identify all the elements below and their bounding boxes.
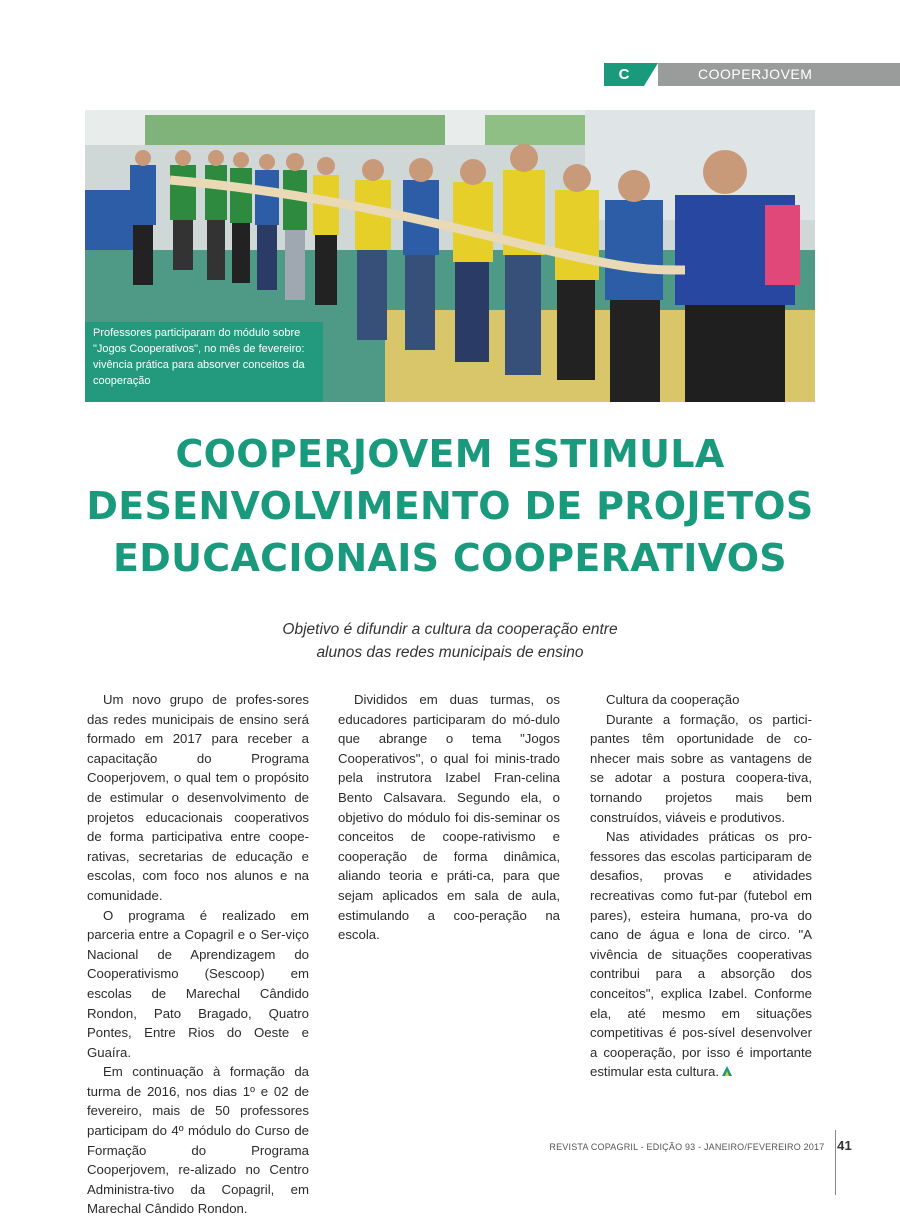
body-paragraph: O programa é realizado em parceria entre a Copagril e o Ser-viço Nacional de Aprendizagem do Cooperativismo (Sescoop) em escolas de Marechal Cândido Rondon, Pato Bragado, Quatro Pontes, Entre Rios do Oeste e Guaíra. (87, 907, 309, 1060)
footer-publication: REVISTA COPAGRIL - EDIÇÃO 93 - JANEIRO/FEVEREIRO 2017 (549, 1142, 825, 1152)
section-letter: C (604, 63, 644, 86)
headline-line-3: EDUCACIONAIS COOPERATIVOS (113, 536, 787, 580)
body-column-3 (590, 690, 812, 1082)
copagril-logo-icon (721, 1065, 733, 1077)
article-headline (60, 428, 840, 584)
body-column-1 (87, 690, 309, 1219)
body-paragraph: Divididos em duas turmas, os educadores participaram do mó-dulo que abrange o tema "Jogos Cooperativos", o qual foi minis-trado pela instrutora Izabel Fran-celina Bento Calsavara. Segundo ela, o objetivo do módulo foi dis-seminar os conceitos de coope-rativismo e cooperação de forma dinâmica, aliando teoria e práti-ca, para que sejam aplicados em sala de aula, estimulando a coo-peração na escola. (338, 692, 560, 943)
article-subheadline (150, 618, 750, 664)
body-paragraph-text: Nas atividades práticas os pro-fessores das escolas participaram de desafios, provas e atividades recreativas como fut-par (futebol em pares), esteira humana, pro-va do cano de água e lona de circo. "A vivência de situações cooperativas contribui para a absorção dos conceitos", explica Izabel. Conforme ela, até mesmo em situações competitivas é pos-sível desenvolver a cooperação, por isso é importante estimular esta cultura. (590, 829, 812, 1080)
section-separator (644, 63, 658, 86)
section-subtitle: Cultura da cooperação (606, 692, 740, 707)
headline-line-2: DESENVOLVIMENTO DE PROJETOS (86, 484, 814, 528)
page-number: 41 (837, 1138, 852, 1153)
page-footer (549, 1138, 852, 1153)
body-paragraph: Em continuação à formação da turma de 2016, nos dias 1º e 02 de fevereiro, mais de 50 professores participam do 4º módulo do Curso de Formação do Programa Cooperjovem, re-alizado no Centro Administra-tivo da Copagril, em Marechal Cândido Rondon. (87, 1064, 309, 1217)
section-header (604, 63, 900, 86)
photo-caption: Professores participaram do módulo sobre "Jogos Cooperativos", no mês de fevereiro: vivência prática para absorver conceitos da cooperação (85, 322, 323, 402)
body-paragraph (590, 827, 812, 1082)
body-paragraph: Um novo grupo de profes-sores das redes municipais de ensino será formado em 2017 para receber a capacitação do Programa Cooperjovem, o qual tem o propósito de estimular o desenvolvimento de projetos educacionais cooperativos de forma participativa entre coope-rativas, secretarias de educação e escolas, com foco nos alunos e na comunidade. (87, 692, 309, 903)
section-name: COOPERJOVEM (658, 63, 900, 86)
subhead-line-2: alunos das redes municipais de ensino (316, 644, 584, 661)
subhead-line-1: Objetivo é difundir a cultura da cooperação entre (282, 621, 618, 638)
headline-line-1: COOPERJOVEM ESTIMULA (175, 432, 725, 476)
body-paragraph: Durante a formação, os partici-pantes têm oportunidade de co-nhecer mais sobre as vantagens de se adotar a postura coopera-tiva, tornando projetos mais bem construídos, viáveis e produtivos. (590, 711, 812, 825)
body-column-2 (338, 690, 560, 945)
